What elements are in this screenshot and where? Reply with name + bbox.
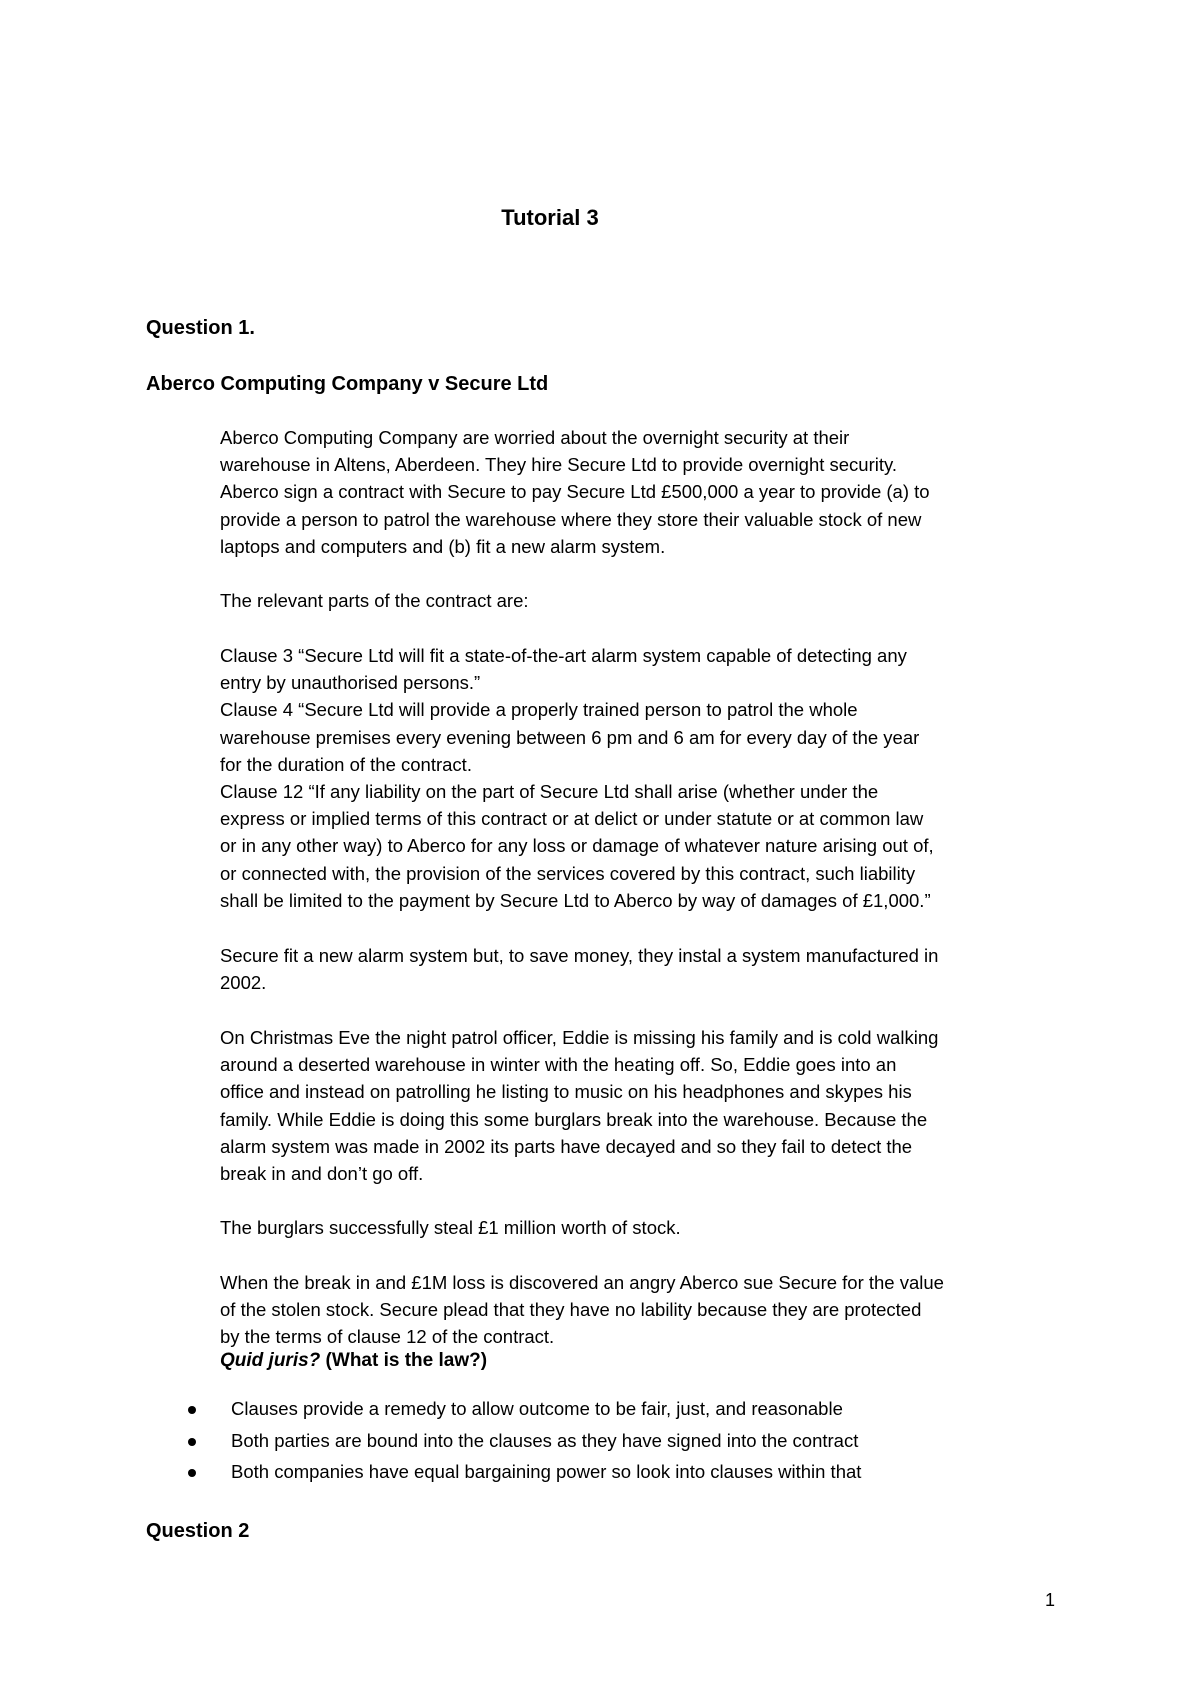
text-line: 2002. bbox=[220, 972, 267, 994]
question-1-heading: Question 1. bbox=[146, 317, 255, 339]
text-line: alarm system was made in 2002 its parts have decayed and so they fail to detect the bbox=[220, 1135, 913, 1157]
text-line: Clause 4 “Secure Ltd will provide a properly trained person to patrol the whole bbox=[220, 699, 858, 721]
bullet-icon bbox=[188, 1469, 196, 1477]
bullet-text: Both companies have equal bargaining power so look into clauses within that bbox=[231, 1461, 862, 1482]
text-line: provide a person to patrol the warehouse where they store their valuable stock of new bbox=[220, 508, 922, 530]
text-line: or in any other way) to Aberco for any loss or damage of whatever nature arising out of, bbox=[220, 835, 934, 857]
text-line: laptops and computers and (b) fit a new alarm system. bbox=[220, 535, 666, 557]
quid-juris-translation: (What is the law?) bbox=[320, 1350, 488, 1371]
text-line: The burglars successfully steal £1 million worth of stock. bbox=[220, 1217, 681, 1238]
question-2-heading: Question 2 bbox=[146, 1520, 250, 1542]
text-line: Aberco Computing Company are worried about the overnight security at their bbox=[220, 427, 850, 448]
text-line: office and instead on patrolling he listing to music on his headphones and skypes his bbox=[220, 1081, 912, 1103]
page-number: 1 bbox=[1045, 1590, 1056, 1610]
answer-bullet-list bbox=[170, 1398, 861, 1493]
text-line: around a deserted warehouse in winter with the heating off. So, Eddie goes into an bbox=[220, 1054, 897, 1076]
text-line: warehouse in Altens, Aberdeen. They hire Secure Ltd to provide overnight security. bbox=[220, 454, 898, 476]
alarm-paragraph bbox=[220, 942, 1040, 996]
text-line: When the break in and £1M loss is discovered an angry Aberco sue Secure for the value bbox=[220, 1272, 944, 1293]
list-item bbox=[170, 1398, 861, 1430]
christmas-paragraph bbox=[220, 1024, 1040, 1187]
document-title: Tutorial 3 bbox=[501, 205, 599, 230]
text-line: of the stolen stock. Secure plead that they have no lability because they are protected bbox=[220, 1299, 922, 1321]
text-line: for the duration of the contract. bbox=[220, 753, 472, 775]
quid-juris-question bbox=[220, 1350, 487, 1372]
sue-paragraph bbox=[220, 1269, 1040, 1351]
text-line: entry by unauthorised persons.” bbox=[220, 672, 481, 694]
text-line: On Christmas Eve the night patrol officer, Eddie is missing his family and is cold walking bbox=[220, 1027, 939, 1048]
bullet-icon bbox=[188, 1438, 196, 1446]
text-line: Aberco sign a contract with Secure to pay Secure Ltd £500,000 a year to provide (a) to bbox=[220, 481, 930, 503]
text-line: Secure fit a new alarm system but, to save money, they instal a system manufactured in bbox=[220, 945, 939, 966]
text-line: Clause 3 “Secure Ltd will fit a state-of-the-art alarm system capable of detecting any bbox=[220, 645, 907, 666]
text-line: family. While Eddie is doing this some burglars break into the warehouse. Because the bbox=[220, 1108, 928, 1130]
bullet-text: Both parties are bound into the clauses as they have signed into the contract bbox=[231, 1429, 859, 1451]
clauses-paragraph bbox=[220, 642, 1040, 914]
text-line: Clause 12 “If any liability on the part of Secure Ltd shall arise (whether under the bbox=[220, 781, 879, 803]
list-item bbox=[170, 1430, 861, 1462]
intro-paragraph bbox=[220, 424, 1040, 560]
list-item bbox=[170, 1461, 861, 1493]
bullet-icon bbox=[188, 1406, 196, 1414]
bullet-text: Clauses provide a remedy to allow outcome to be fair, just, and reasonable bbox=[231, 1398, 843, 1419]
case-title: Aberco Computing Company v Secure Ltd bbox=[146, 373, 549, 395]
relevant-parts-paragraph bbox=[220, 587, 1040, 614]
text-line: express or implied terms of this contract or at delict or under statute or at common law bbox=[220, 808, 924, 830]
text-line: by the terms of clause 12 of the contract. bbox=[220, 1326, 555, 1348]
text-line: The relevant parts of the contract are: bbox=[220, 590, 529, 611]
text-line: warehouse premises every evening between 6 pm and 6 am for every day of the year bbox=[220, 726, 920, 748]
text-line: or connected with, the provision of the services covered by this contract, such liability bbox=[220, 862, 916, 884]
text-line: break in and don’t go off. bbox=[220, 1163, 424, 1185]
burglars-paragraph bbox=[220, 1214, 1040, 1241]
quid-juris-italic: Quid juris? bbox=[220, 1350, 321, 1371]
text-line: shall be limited to the payment by Secure Ltd to Aberco by way of damages of £1,000.” bbox=[220, 889, 931, 911]
